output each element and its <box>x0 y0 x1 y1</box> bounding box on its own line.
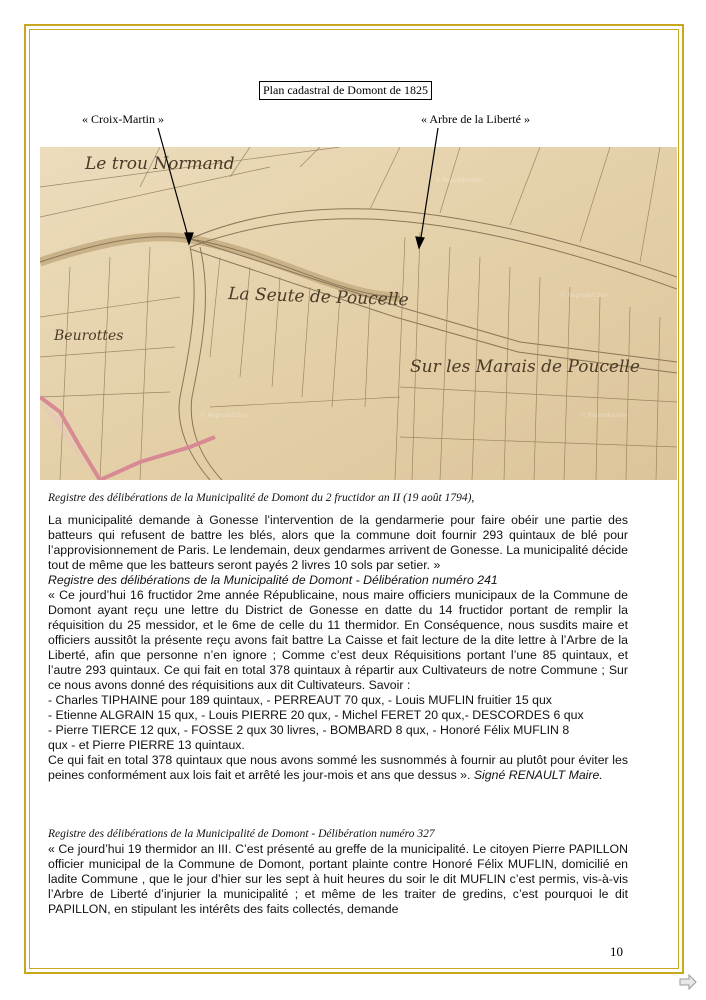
map-place-beurottes: Beurottes <box>54 328 124 344</box>
svg-text:© Reproduction: © Reproduction <box>580 412 628 419</box>
section-2-signature: Signé RENAULT Maire. <box>473 768 603 782</box>
map-place-le-trou-normand: Le trou Normand <box>85 154 235 174</box>
requisition-line: - Etienne ALGRAIN 15 qux, - Louis PIERRE 20 qux, - Michel FERET 20 qux,- DESCORDES 6 qux <box>48 708 584 722</box>
svg-text:© Reproduction: © Reproduction <box>560 292 608 299</box>
section-3-text: « Ce jourd’hui 19 thermidor an III. C’est présenté au greffe de la municipalité. Le citoyen Pierre PAPILLON officier municipal de la Commune de Domont, portant plainte contre Honoré Félix MUFLIN, domicilié en ladite Commune , que le jour d’hier sur les sept à huit heures du soir le dit MUFLIN c’est permis, vis-à-vis l’Arbre de Liberté d’injurier la municipalité ; et même de les traiter de gredins, c’est pourquoi le dit PAPILLON, en stipulant les intérêts des faits collectés, demande <box>48 842 628 916</box>
requisition-line: - Pierre TIERCE 12 qux, - FOSSE 2 qux 30 livres, - BOMBARD 8 qux, - Honoré Félix MUFLIN 8 <box>48 723 570 737</box>
section-2-end <box>48 753 628 783</box>
section-1-source: Registre des délibérations de la Municipalité de Domont du 2 fructidor an II (19 août 1794), <box>48 492 475 504</box>
svg-text:© Reproduction: © Reproduction <box>200 412 248 419</box>
requisition-line: qux - et Pierre PIERRE 13 quintaux. <box>48 738 245 752</box>
page-number: 10 <box>610 944 623 959</box>
label-croix-martin: « Croix-Martin » <box>82 112 164 126</box>
svg-text:© Reproduction: © Reproduction <box>435 177 483 184</box>
map-place-la-seute: La Seute de Poucelle <box>227 284 409 311</box>
map-place-marais: Sur les Marais de Poucelle <box>410 357 640 377</box>
section-1-body <box>48 513 628 783</box>
section-3-source: Registre des délibérations de la Municipalité de Domont - Délibération numéro 327 <box>48 828 435 840</box>
requisition-line: - Charles TIPHAINE pour 189 quintaux, - PERREAUT 70 qux, - Louis MUFLIN fruitier 15 qux <box>48 693 552 707</box>
section-2-text: « Ce jourd’hui 16 fructidor 2me année Républicaine, nous maire officiers municipaux de la Commune de Domont ayant reçu une lettre du District de Gonesse en datte du 14 fructidor portant de remplir la réquisition du 25 messidor, et le 6me de celle du 11 thermidor. En Conséquence, nous susdits maire et officiers aussitôt la présente reçu avons fait battre La Caisse et fait lecture de la dite lettre à l’Arbre de la Liberté, afin que personne n’en ignore ; Comme c’est deux Réquisitions portant l’une 85 quintaux, et l’autre 293 quintaux. Ce qui fait en total 378 quintaux à répartir aux Cultivateurs de notre Commune ; Sur ce nous avons donné des réquisitions aux dit Cultivateurs. Savoir : <box>48 588 628 692</box>
section-3 <box>48 827 628 917</box>
next-page-arrow-icon[interactable] <box>678 972 698 992</box>
map-title: Plan cadastral de Domont de 1825 <box>259 81 432 100</box>
section-1-text: La municipalité demande à Gonesse l’intervention de la gendarmerie pour faire obéir une partie des batteurs qui refusent de battre les blés, alors que la commune doit fournir 293 quintaux de blé pour l’approvisionnement de Paris. Le lendemain, deux gendarmes arrivent de Gonesse. La municipalité décide tout de même que les batteurs seront payés 2 livres 10 sols par setier. » <box>48 513 628 572</box>
section-2-end-text: Ce qui fait en total 378 quintaux que nous avons sommé les susnommés à fournir au plutôt pour éviter les peines conformément aux lois fait et arrêté les jour-mois et ans que dessus ». <box>48 753 628 782</box>
section-1 <box>48 491 628 506</box>
section-2-source: Registre des délibérations de la Municipalité de Domont - Délibération numéro 241 <box>48 573 498 587</box>
label-arbre-liberte: « Arbre de la Liberté » <box>421 112 530 126</box>
